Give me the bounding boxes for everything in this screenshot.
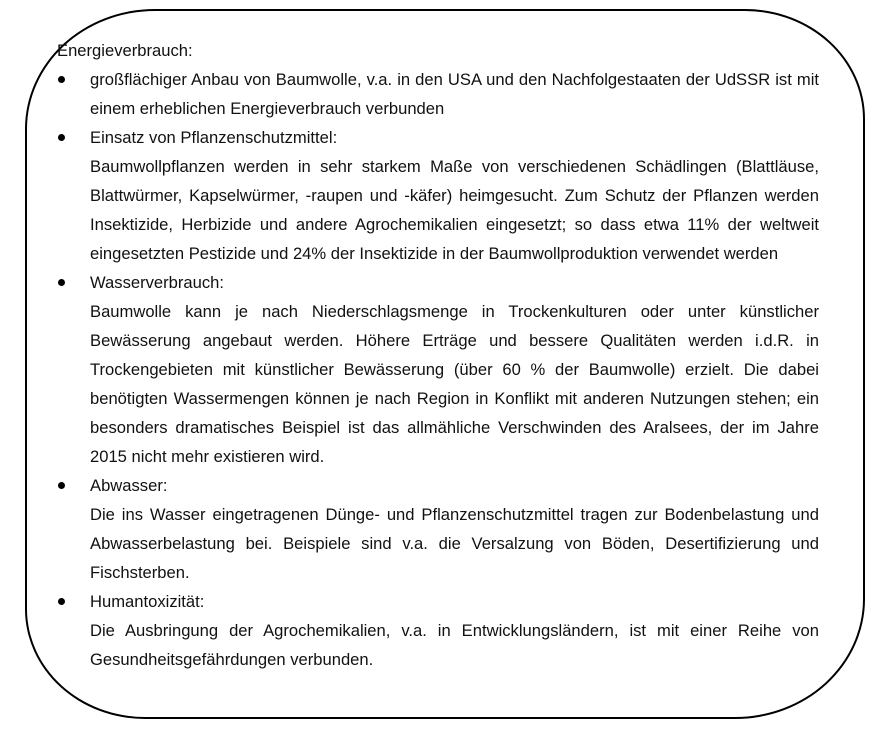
document-content — [57, 36, 819, 674]
bullet-list — [57, 65, 819, 674]
list-item-water — [57, 268, 819, 471]
list-item-title: Abwasser: — [90, 476, 168, 495]
list-item-title: Wasserverbrauch: — [90, 273, 225, 292]
list-item-energy — [57, 65, 819, 123]
list-item-body: Die Ausbringung der Agrochemikalien, v.a. in Entwicklungsländern, ist mit einer Reihe von Gesundheitsgefährdungen verbunden. — [90, 621, 819, 669]
bullet-dot-icon — [58, 134, 65, 141]
list-item-wastewater — [57, 471, 819, 587]
list-item-body: Baumwollpflanzen werden in sehr starkem Maße von verschiedenen Schädlingen (Blattläuse, Blattwürmer, Kapselwürmer, -raupen und -käfer) heimgesucht. Zum Schutz der Pflanzen werden Insektizide, Herbizide und andere Agrochemikalien eingesetzt; so dass etwa 11% der weltweit eingesetzten Pestizide und 24% der Insektizide in der Baumwollproduktion verwendet werden — [90, 157, 819, 263]
bullet-dot-icon — [58, 598, 65, 605]
list-item-title: Einsatz von Pflanzenschutzmittel: — [90, 128, 338, 147]
list-item-body: Baumwolle kann je nach Niederschlagsmenge in Trockenkulturen oder unter künstlicher Bewässerung angebaut werden. Höhere Erträge und bessere Qualitäten werden i.d.R. in Trockengebieten mit künstlicher Bewässerung (über 60 % der Baumwolle) erzielt. Die dabei benötigten Wassermengen können je nach Region in Konflikt mit anderen Nutzungen stehen; ein besonders dramatisches Beispiel ist das allmähliche Verschwinden des Aralsees, der im Jahre 2015 nicht mehr existieren wird. — [90, 302, 819, 466]
section-heading: Energieverbrauch: — [57, 41, 193, 60]
bullet-dot-icon — [58, 76, 65, 83]
list-item-body: Die ins Wasser eingetragenen Dünge- und Pflanzenschutzmittel tragen zur Bodenbelastung und Abwasserbelastung bei. Beispiele sind v.a. die Versalzung von Böden, Desertifizierung und Fischsterben. — [90, 505, 819, 582]
list-item-title: Humantoxizität: — [90, 592, 205, 611]
list-item-body: großflächiger Anbau von Baumwolle, v.a. in den USA und den Nachfolgestaaten der UdSSR ist mit einem erheblichen Energieverbrauch verbunden — [90, 70, 819, 118]
bullet-dot-icon — [58, 279, 65, 286]
list-item-human-toxicity — [57, 587, 819, 674]
list-item-pesticides — [57, 123, 819, 268]
bullet-dot-icon — [58, 482, 65, 489]
